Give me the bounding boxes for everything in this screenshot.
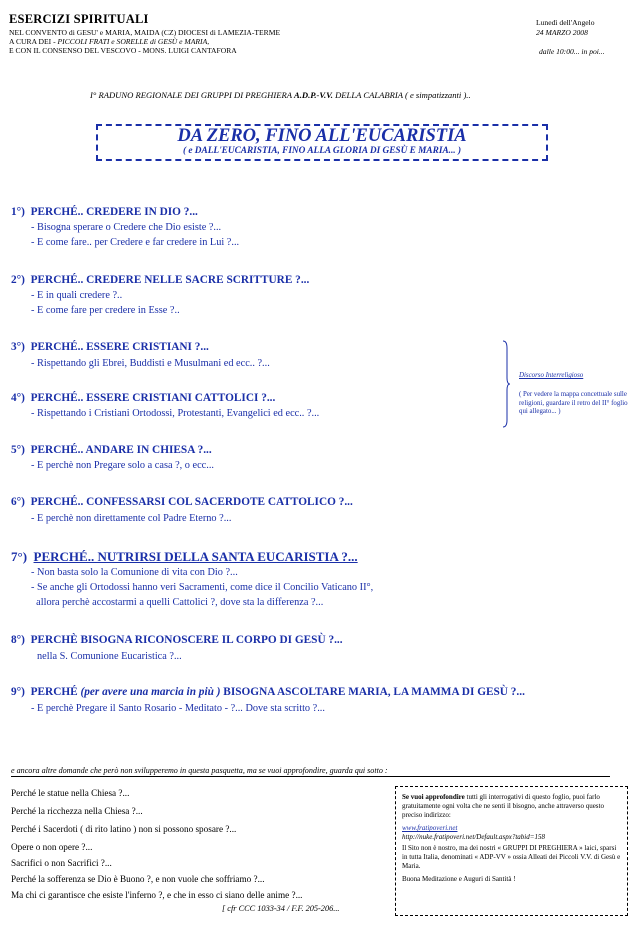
question-6-number: 6°)	[11, 496, 25, 508]
more-question-6: Perché la sofferenza se Dio è Buono ?, e non vuole che soffriamo ?...	[11, 874, 265, 884]
question-5-text: PERCHÉ.. ANDARE IN CHIESA ?...	[30, 444, 212, 456]
question-4-sub-1: - Rispettando i Cristiani Ortodossi, Protestanti, Evangelici ed ecc.. ?...	[31, 408, 320, 419]
question-7-number: 7°)	[11, 549, 28, 564]
catechism-reference: [ cfr CCC 1033-34 / F.F. 205-206...	[222, 904, 340, 913]
question-9-number: 9°)	[11, 686, 25, 698]
question-9-text-c: BISOGNA ASCOLTARE MARIA, LA MAMMA DI GESÙ ?...	[220, 686, 525, 698]
question-9-text-b: (per avere una marcia in più )	[80, 686, 221, 698]
question-2-title	[11, 274, 309, 286]
question-7-sub-2: - Se anche gli Ortodossi hanno veri Sacramenti, come dice il Concilio Vaticano II°,	[31, 582, 374, 593]
more-question-2: Perché la ricchezza nella Chiesa ?...	[11, 806, 143, 816]
question-9-title	[11, 686, 525, 698]
question-1-text: PERCHÉ.. CREDERE IN DIO ?...	[30, 206, 198, 218]
question-9-text-a: PERCHÉ	[30, 686, 81, 698]
question-7-sub-1: - Non basta solo la Comunione di vita con Dio ?...	[31, 567, 238, 578]
header-line-curators	[9, 37, 209, 46]
question-6-title	[11, 496, 353, 508]
side-note-text: ( Per vedere la mappa concettuale sulle religioni, guardare il retro del II° foglio qui allegato... )	[519, 391, 628, 416]
question-4-number: 4°)	[11, 392, 25, 404]
question-6-text: PERCHÉ.. CONFESSARSI COL SACERDOTE CATTOLICO ?...	[30, 496, 353, 508]
question-3-title	[11, 341, 209, 353]
question-6-sub-1: - E perchè non direttamente col Padre Eterno ?...	[31, 513, 232, 524]
question-9-sub-1: - E perchè Pregare il Santo Rosario - Meditato - ?... Dove sta scritto ?...	[31, 703, 325, 714]
question-5-number: 5°)	[11, 444, 25, 456]
info-box	[395, 786, 628, 916]
more-question-1: Perché le statue nella Chiesa ?...	[11, 788, 130, 798]
question-7-text: PERCHÉ.. NUTRIRSI DELLA SANTA EUCARISTIA ?...	[33, 549, 358, 564]
question-1-title	[11, 206, 198, 218]
side-note-title: Discorso Interreligioso	[519, 372, 584, 379]
question-1-sub-2: - E come fare.. per Credere e far credere in Lui ?...	[31, 237, 240, 248]
question-2-number: 2°)	[11, 274, 25, 286]
website-link[interactable]: www.fratipoveri.net	[402, 824, 458, 832]
info-box-intro-bold: Se vuoi approfondire	[402, 793, 465, 801]
website-url-full[interactable]: http://nuke.fratipoveri.net/Default.aspx?tabid=158	[402, 833, 545, 841]
right-brace-icon	[502, 340, 510, 428]
divider	[11, 776, 610, 777]
header-curators-names: PICCOLI FRATI e SORELLE di GESÙ e MARIA,	[57, 37, 210, 46]
question-2-text: PERCHÉ.. CREDERE NELLE SACRE SCRITTURE ?...	[30, 274, 310, 286]
question-2-sub-1: - E in quali credere ?..	[31, 290, 123, 301]
question-8-sub-1: nella S. Comunione Eucaristica ?...	[37, 651, 182, 662]
question-4-title	[11, 392, 275, 404]
more-question-3: Perché i Sacerdoti ( di rito latino ) non si possono sposare ?...	[11, 824, 237, 834]
more-question-5: Sacrifici o non Sacrifici ?...	[11, 858, 112, 868]
header-title: ESERCIZI SPIRITUALI	[9, 12, 149, 26]
main-subtitle: ( e DALL'EUCARISTIA, FINO ALLA GLORIA DI GESÙ E MARIA... )	[182, 146, 462, 156]
header-date-day: Lunedì dell'Angelo	[536, 18, 595, 27]
event-subtitle	[90, 90, 471, 100]
event-subtitle-acronym: A.D.P.-V.V.	[294, 90, 333, 100]
question-5-title	[11, 444, 212, 456]
more-questions-intro: e ancora altre domande che però non svilupperemo in questa pasquetta, ma se vuoi approfondire, guarda qui sotto :	[11, 766, 388, 775]
info-box-closing: Buona Meditazione e Auguri di Santità !	[402, 875, 516, 883]
question-5-sub-1: - E perchè non Pregare solo a casa ?, o ecc...	[31, 460, 214, 471]
header-time: dalle 10:00... in poi...	[539, 47, 605, 56]
question-3-text: PERCHÉ.. ESSERE CRISTIANI ?...	[30, 341, 209, 353]
question-1-sub-1: - Bisogna sperare o Credere che Dio esiste ?...	[31, 222, 222, 233]
question-7-sub-3: allora perchè accostarmi a quelli Cattolici ?, dove sta la differenza ?...	[31, 597, 324, 608]
question-7-title	[11, 549, 358, 565]
question-2-sub-2: - E come fare per credere in Esse ?..	[31, 305, 180, 316]
question-8-number: 8°)	[11, 634, 25, 646]
question-3-sub-1: - Rispettando gli Ebrei, Buddisti e Musulmani ed ecc.. ?...	[31, 358, 270, 369]
question-8-title	[11, 634, 343, 646]
more-question-4: Opere o non opere ?...	[11, 842, 93, 852]
info-box-intro-rest: tutti gli interrogativi di questo foglio, puoi farlo gratuitamente ogni volta che ne senti il bisogno, anche attraverso questo preciso indirizzo:	[402, 793, 604, 819]
event-subtitle-part1: I° RADUNO REGIONALE DEI GRUPPI DI PREGHIERA	[90, 90, 294, 100]
header-line-bishop: E CON IL CONSENSO DEL VESCOVO - MONS. LUIGI CANTAFORA	[9, 46, 237, 55]
event-subtitle-part3: DELLA CALABRIA ( e simpatizzanti )..	[332, 90, 471, 100]
info-box-site-note: Il Sito non è nostro, ma dei nostri « GRUPPI DI PREGHIERA » laici, sparsi in tutta Italia, denominati « ADP-VV » ossia Alleati dei Piccoli V.V. di Gesù e Maria.	[402, 844, 621, 870]
question-8-text: PERCHÈ BISOGNA RICONOSCERE IL CORPO DI GESÙ ?...	[30, 634, 343, 646]
question-3-number: 3°)	[11, 341, 25, 353]
header-curators-prefix: A CURA DEI -	[9, 37, 58, 46]
header-line-convent: NEL CONVENTO di GESU' e MARIA, MAIDA (CZ) DIOCESI di LAMEZIA-TERME	[9, 28, 281, 37]
info-box-intro	[402, 793, 621, 820]
main-title: DA ZERO, FINO ALL'EUCARISTIA	[177, 126, 467, 146]
header-date: 24 MARZO 2008	[536, 28, 588, 37]
more-question-7: Ma chi ci garantisce che esiste l'inferno ?, e che in esso ci siano delle anime ?...	[11, 890, 303, 900]
question-4-text: PERCHÉ.. ESSERE CRISTIANI CATTOLICI ?...	[30, 392, 276, 404]
main-title-box	[96, 124, 548, 161]
question-1-number: 1°)	[11, 206, 25, 218]
